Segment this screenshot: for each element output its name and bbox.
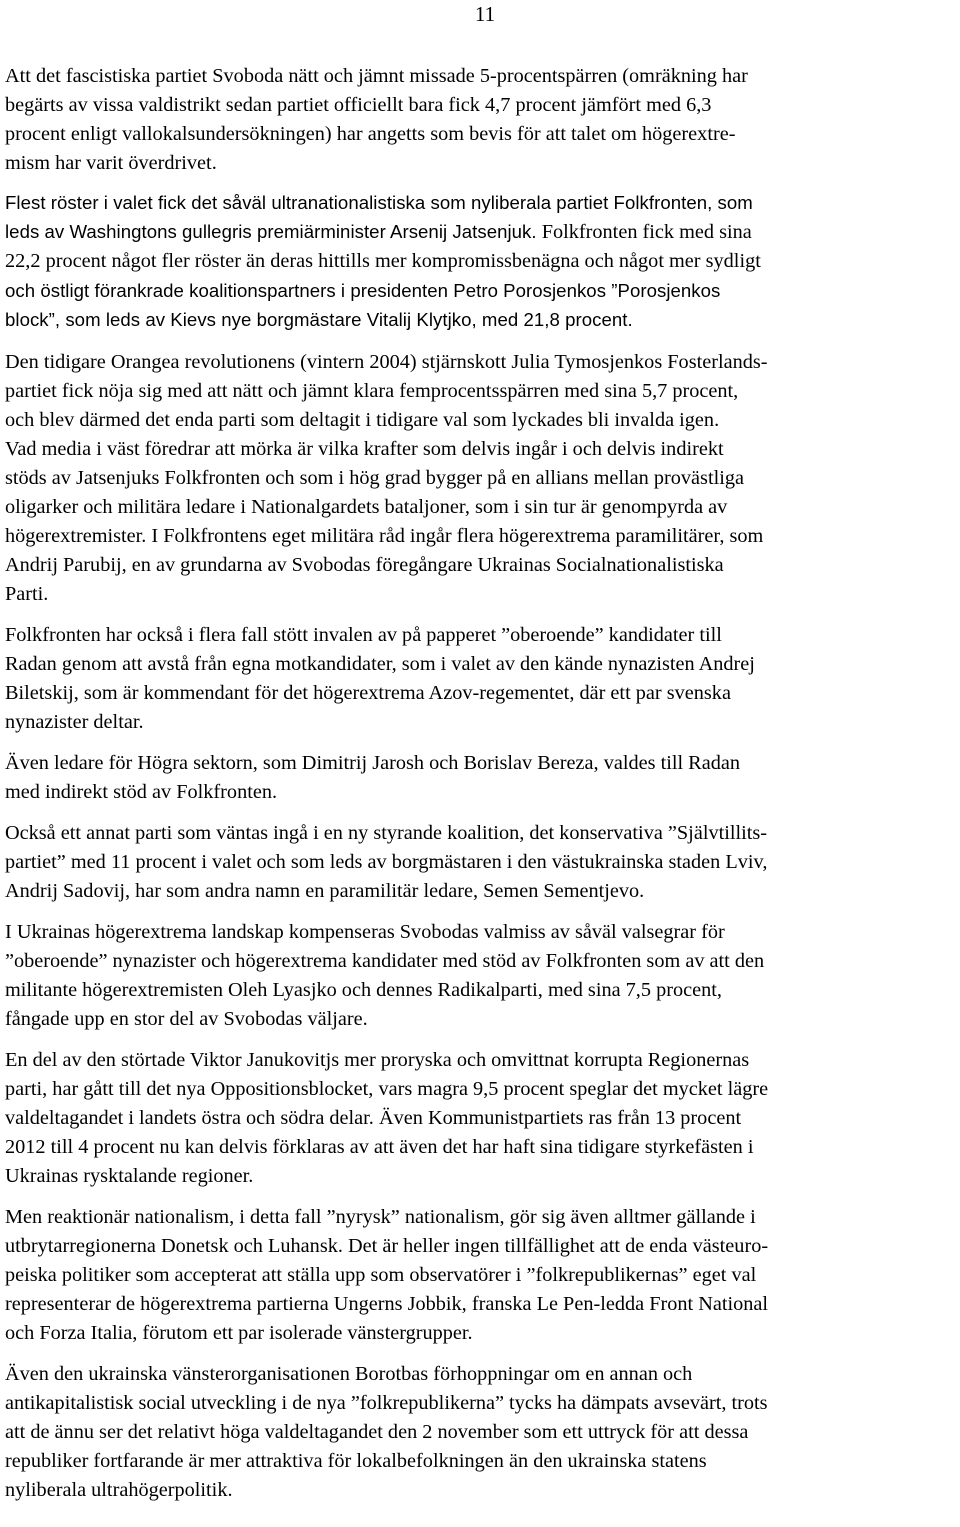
text-line: partiet fick nöja sig med att nätt och jämnt klara femprocentsspärren med sina 5,7 procent, [5,380,739,402]
text-line: Även den ukrainska vänsterorganisationen Borotbas förhoppningar om en annan och [5,1363,693,1385]
text-line: nynazister deltar. [5,711,144,733]
text-line: Den tidigare Orangea revolutionens (vintern 2004) stjärnskott Julia Tymosjenkos Fosterlands- [5,351,768,373]
text-line: fångade upp en stor del av Svobodas väljare. [5,1008,368,1030]
text-line-mixed [5,217,955,247]
text-line: att de ännu ser det relativt höga valdeltagandet den 2 november som ett uttryck för att dessa [5,1421,749,1443]
text-line: och östligt förankrade koalitionspartners i presidenten Petro Porosjenkos ”Porosjenkos [5,280,721,301]
text-line: utbrytarregionerna Donetsk och Luhansk. Det är heller ingen tillfällighet att de enda västeuro- [5,1235,769,1257]
text-line: antikapitalistisk social utveckling i de nya ”folkrepublikerna” tycks ha dämpats avsevärt, trots [5,1392,768,1414]
text-segment: Folkfronten fick med sina [536,221,752,243]
paragraph-borotba [5,1360,955,1505]
text-line: Att det fascistiska partiet Svoboda nätt och jämnt missade 5-procentspärren (omräkning har [5,65,748,87]
paragraph-novorossiya-nationalism [5,1203,955,1348]
text-segment: leds av Washingtons gullegris premiärminister Arsenij Jatsenjuk. [5,221,537,242]
text-line: Också ett annat parti som väntas ingå i en ny styrande koalition, det konservativa ”Självtillits- [5,822,768,844]
text-line: valdeltagandet i landets östra och södra delar. Även Kommunistpartiets ras från 13 procent [5,1107,742,1129]
text-line: Ukrainas rysktalande regioner. [5,1165,254,1187]
text-line: parti, har gått till det nya Oppositionsblocket, vars magra 9,5 procent speglar det mycket lägre [5,1078,769,1100]
text-line: republiker fortfarande är mer attraktiva för lokalbefolkningen än den ukrainska statens [5,1450,707,1472]
paragraph-right-sector [5,749,955,807]
document-body [5,62,955,1517]
text-line: mism har varit överdrivet. [5,152,217,174]
text-line: Andrij Sadovij, har som andra namn en paramilitär ledare, Semen Sementjevo. [5,880,645,902]
paragraph-self-reliance-party [5,819,955,906]
paragraph-independent-candidates [5,621,955,737]
text-line: begärts av vissa valdistrikt sedan partiet officiellt bara fick 4,7 procent jämfört med 6,3 [5,94,712,116]
page-number: 11 [474,2,496,26]
text-line: En del av den störtade Viktor Janukovitjs mer proryska och omvittnat korrupta Regionernas [5,1049,750,1071]
text-line: oligarker och militära ledare i Nationalgardets bataljoner, som i sin tur är genompyrda av [5,496,728,518]
paragraph-svoboda-threshold [5,62,955,178]
text-line: Parti. [5,583,49,605]
text-line: Folkfronten har också i flera fall stött invalen av på papperet ”oberoende” kandidater till [5,624,722,646]
text-line: Andrij Parubij, en av grundarna av Svobodas föregångare Ukrainas Socialnationalistiska [5,554,724,576]
paragraph-opposition-bloc [5,1046,955,1191]
text-line: I Ukrainas högerextrema landskap kompenseras Svobodas valmiss av såväl valsegrar för [5,921,725,943]
text-line: högerextremister. I Folkfrontens eget militära råd ingår flera högerextrema paramilitärer, som [5,525,764,547]
text-line: Flest röster i valet fick det såväl ultranationalistiska som nyliberala partiet Folkfronten, som [5,192,753,213]
text-line: procent enligt vallokalsundersökningen) har angetts som bevis för att talet om högerextre- [5,123,736,145]
text-line: militante högerextremisten Oleh Lyasjko och dennes Radikalparti, med sina 7,5 procent, [5,979,722,1001]
text-line: 2012 till 4 procent nu kan delvis förklaras av att även det har haft sina tidigare styrkefästen i [5,1136,754,1158]
text-line: Även ledare för Högra sektorn, som Dimitrij Jarosh och Borislav Bereza, valdes till Radan [5,752,740,774]
text-line: stöds av Jatsenjuks Folkfronten och som i hög grad bygger på en allians mellan provästliga [5,467,744,489]
text-line: Biletskij, som är kommendant för det högerextrema Azov-regementet, där ett par svenska [5,682,731,704]
text-line: nyliberala ultrahögerpolitik. [5,1479,233,1501]
text-line: block”, som leds av Kievs nye borgmästare Vitalij Klytjko, med 21,8 procent. [5,309,633,330]
paragraph-orange-revolution [5,348,955,609]
text-line: Men reaktionär nationalism, i detta fall ”nyrysk” nationalism, gör sig även alltmer gällande i [5,1206,756,1228]
text-line: ”oberoende” nynazister och högerextrema kandidater med stöd av Folkfronten som av att den [5,950,765,972]
text-line: med indirekt stöd av Folkfronten. [5,781,278,803]
text-line: och Forza Italia, förutom ett par isolerade vänstergrupper. [5,1322,473,1344]
text-line: Radan genom att avstå från egna motkandidater, som i valet av den kände nynazisten Andrej [5,653,755,675]
paragraph-radical-party [5,918,955,1034]
text-line: 22,2 procent något fler röster än deras hittills mer kompromissbenägna och något mer sydligt [5,250,761,272]
text-line: representerar de högerextrema partierna Ungerns Jobbik, franska Le Pen-ledda Front National [5,1293,769,1315]
paragraph-folkfronten-votes [5,188,955,334]
text-line: Vad media i väst föredrar att mörka är vilka krafter som delvis ingår i och delvis indirekt [5,438,724,460]
text-line: partiet” med 11 procent i valet och som leds av borgmästaren i den västukrainska staden Lviv, [5,851,768,873]
text-line: peiska politiker som accepterat att ställa upp som observatörer i ”folkrepublikernas” eget val [5,1264,757,1286]
text-line: och blev därmed det enda parti som deltagit i tidigare val som lyckades bli invalda igen. [5,409,720,431]
